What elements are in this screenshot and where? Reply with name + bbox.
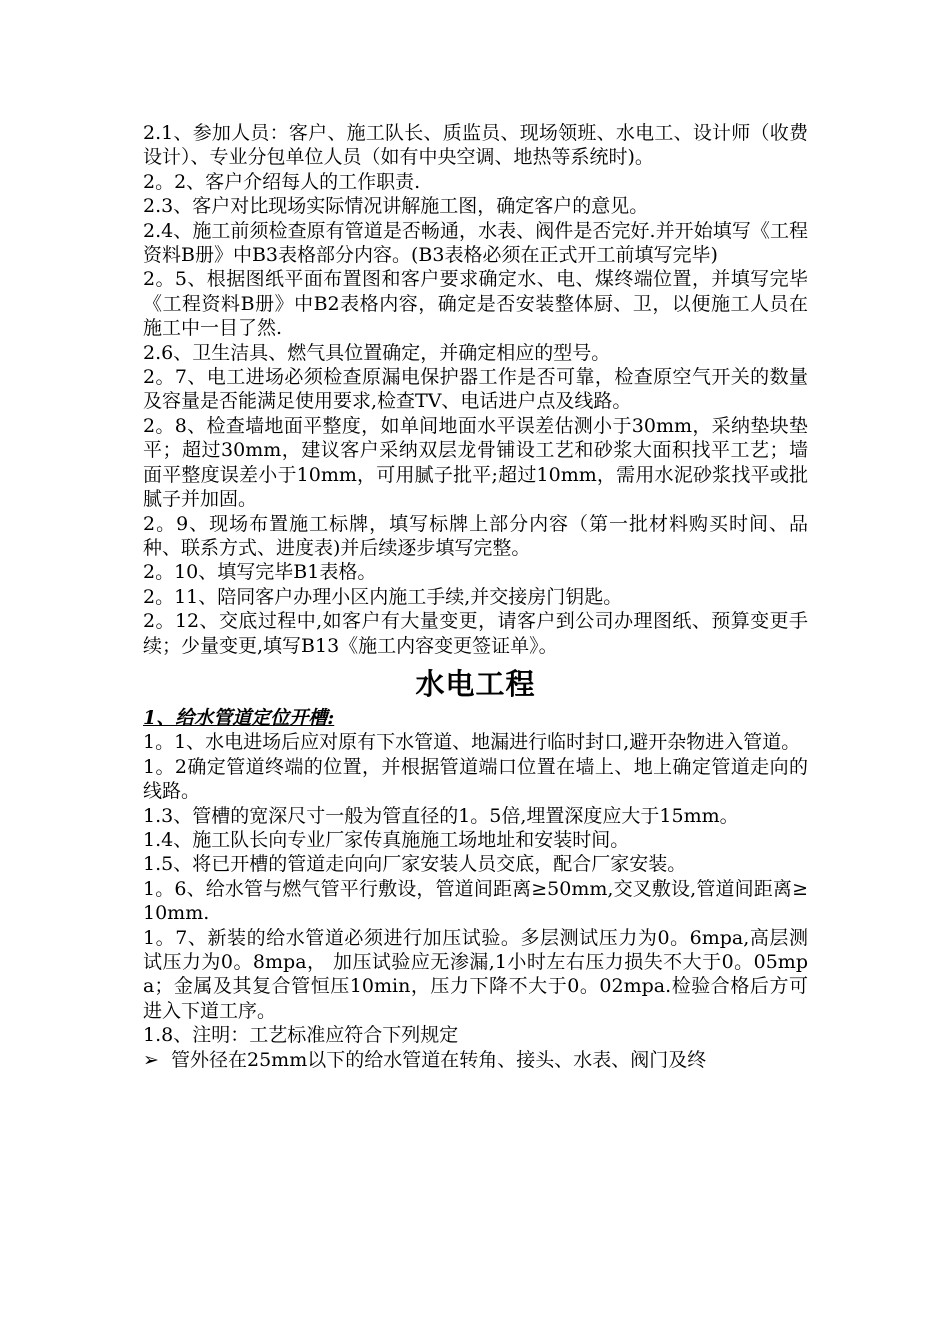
paragraph-2-2: 2。2、客户介绍每人的工作职责.	[143, 170, 421, 193]
paragraph-2-7: 2。7、电工进场必须检查原漏电保护器工作是否可靠，检查原空气开关的数量及容量是否能满足使用要求,检查TV、电话进户点及线路。	[143, 366, 808, 413]
paragraph-2-9: 2。9、现场布置施工标牌，填写标牌上部分内容（第一批材料购买时间、品种、联系方式、进度表)并后续逐步填写完整。	[143, 512, 808, 559]
bullet-text: 管外径在25mm以下的给水管道在转角、接头、水表、阀门及终	[171, 1048, 707, 1071]
paragraph-2-1: 2.1、参加人员：客户、施工队长、质监员、现场领班、水电工、设计师（收费设计）、专业分包单位人员（如有中央空调、地热等系统时)。	[143, 122, 808, 169]
paragraph-1-7: 1。7、新装的给水管道必须进行加压试验。多层测试压力为0。6mpa,高层测试压力为0。8mpa， 加压试验应无渗漏,1小时左右压力损失不大于0。05mpa；金属及其复合管恒压10min，压力下降不大于0。02mpa.检验合格后方可进入下道工序。	[143, 926, 808, 1022]
subsection-title: 1、给水管道定位开槽:	[143, 706, 335, 729]
paragraph-2-6: 2.6、卫生洁具、燃气具位置确定，并确定相应的型号。	[143, 341, 611, 364]
paragraph-1-3: 1.3、管槽的宽深尺寸一般为管直径的1。5倍,埋置深度应大于15mm。	[143, 804, 739, 827]
paragraph-2-8: 2。8、检查墙地面平整度，如单间地面水平误差估测小于30mm，采纳垫块垫平；超过30mm，建议客户采纳双层龙骨铺设工艺和砂浆大面积找平工艺；墙面平整度误差小于10mm，可用腻子批平;超过10mm，需用水泥砂浆找平或批腻子并加固。	[143, 414, 808, 511]
paragraph-1-1: 1。1、水电进场后应对原有下水管道、地漏进行临时封口,避开杂物进入管道。	[143, 731, 801, 754]
paragraph-2-5: 2。5、根据图纸平面布置图和客户要求确定水、电、煤终端位置，并填写完毕《工程资料B册》中B2表格内容，确定是否安装整体厨、卫，以便施工人员在施工中一目了然.	[143, 268, 808, 340]
section-title: 水电工程	[415, 666, 536, 701]
paragraph-2-10: 2。10、填写完毕B1表格。	[143, 561, 377, 584]
paragraph-2-4: 2.4、施工前须检查原有管道是否畅通，水表、阀件是否完好.并开始填写《工程资料B册》中B3表格部分内容。(B3表格必须在正式开工前填写完毕)	[143, 219, 808, 267]
paragraph-1-5: 1.5、将已开槽的管道走向向厂家安装人员交底，配合厂家安装。	[143, 853, 687, 876]
paragraph-2-3: 2.3、客户对比现场实际情况讲解施工图，确定客户的意见。	[143, 195, 649, 218]
arrowhead-bullet-icon: ➢	[143, 1048, 159, 1071]
paragraph-1-6: 1。6、给水管与燃气管平行敷设，管道间距离≥50mm,交叉敷设,管道间距离≥10mm.	[143, 877, 808, 925]
paragraph-2-11: 2。11、陪同客户办理小区内施工手续,并交接房门钥匙。	[143, 585, 623, 608]
paragraph-1-2: 1。2确定管道终端的位置，并根据管道端口位置在墙上、地上确定管道走向的线路。	[143, 755, 808, 803]
paragraph-2-12: 2。12、交底过程中,如客户有大量变更，请客户到公司办理图纸、预算变更手续；少量变更,填写B13《施工内容变更签证单》。	[143, 610, 808, 657]
document-page	[143, 121, 808, 1072]
paragraph-1-4: 1.4、施工队长向专业厂家传真施施工场地址和安装时间。	[143, 828, 630, 851]
bullet-item	[143, 1048, 808, 1072]
paragraph-1-8: 1.8、注明：工艺标准应符合下列规定	[143, 1024, 459, 1047]
